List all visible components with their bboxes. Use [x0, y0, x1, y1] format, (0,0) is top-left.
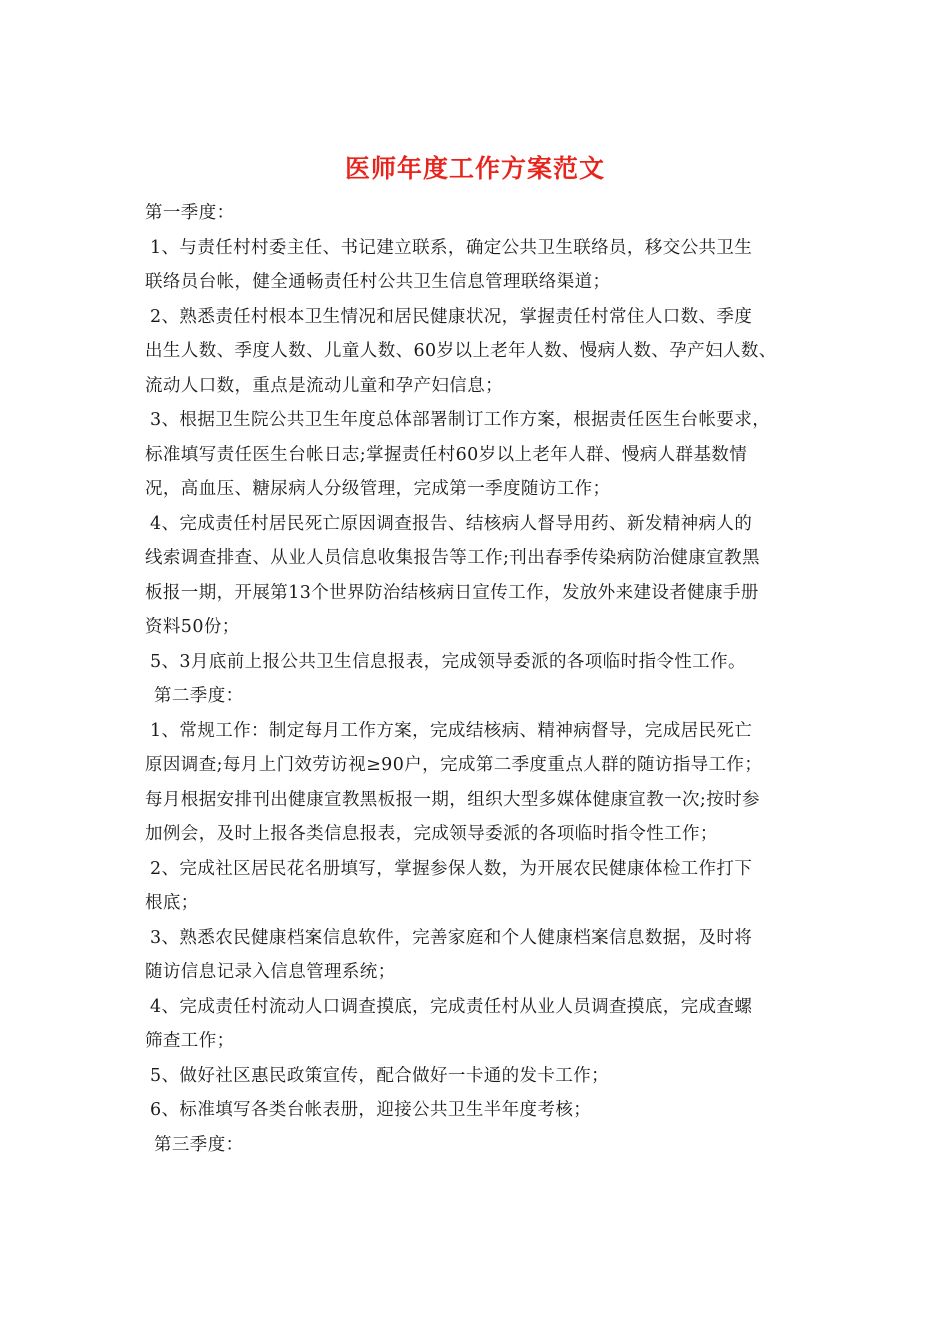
paragraph-line: 板报一期，开展第13个世界防治结核病日宣传工作，发放外来建设者健康手册	[145, 582, 759, 603]
paragraph-line: 根底；	[145, 893, 199, 913]
section-heading-q3: 第三季度：	[154, 1134, 244, 1155]
section-heading-q1: 第一季度：	[145, 203, 235, 223]
section-heading-q2: 第二季度：	[154, 686, 244, 706]
paragraph-line: 每月根据安排刊出健康宣教黑板报一期，组织大型多媒体健康宣教一次;按时参	[145, 789, 760, 810]
paragraph-line: 5、做好社区惠民政策宣传，配合做好一卡通的发卡工作；	[150, 1065, 610, 1086]
paragraph-line: 3、熟悉农民健康档案信息软件，完善家庭和个人健康档案信息数据，及时将	[150, 927, 753, 948]
paragraph-line: 6、标准填写各类台帐表册，迎接公共卫生半年度考核；	[150, 1100, 592, 1120]
paragraph-line: 原因调查;每月上门效劳访视≥90户，完成第二季度重点人群的随访指导工作；	[145, 755, 763, 775]
paragraph-line: 1、常规工作：制定每月工作方案，完成结核病、精神病督导，完成居民死亡	[150, 720, 753, 741]
paragraph-line: 资料50份；	[145, 617, 240, 637]
paragraph-line: 4、完成责任村居民死亡原因调查报告、结核病人督导用药、新发精神病人的	[150, 513, 753, 534]
paragraph-line: 出生人数、季度人数、儿童人数、60岁以上老年人数、慢病人数、孕产妇人数、	[145, 341, 777, 361]
document-body	[145, 196, 810, 1162]
paragraph-line: 随访信息记录入信息管理系统；	[145, 962, 396, 982]
paragraph-line: 4、完成责任村流动人口调查摸底，完成责任村从业人员调查摸底，完成查螺	[150, 996, 753, 1017]
paragraph-line: 2、熟悉责任村根本卫生情况和居民健康状况，掌握责任村常住人口数、季度	[150, 306, 753, 327]
paragraph-line: 3、根据卫生院公共卫生年度总体部署制订工作方案，根据责任医生台帐要求，	[150, 410, 771, 430]
paragraph-line: 2、完成社区居民花名册填写，掌握参保人数，为开展农民健康体检工作打下	[150, 858, 753, 879]
paragraph-line: 加例会，及时上报各类信息报表，完成领导委派的各项临时指令性工作；	[145, 824, 718, 844]
paragraph-line: 筛查工作；	[145, 1031, 235, 1051]
paragraph-line: 联络员台帐，健全通畅责任村公共卫生信息管理联络渠道；	[145, 272, 611, 292]
document-title: 医师年度工作方案范文	[344, 154, 605, 183]
paragraph-line: 线索调查排查、从业人员信息收集报告等工作;刊出春季传染病防治健康宣教黑	[145, 548, 760, 568]
paragraph-line: 5、3月底前上报公共卫生信息报表，完成领导委派的各项临时指令性工作。	[150, 651, 746, 672]
paragraph-line: 1、与责任村村委主任、书记建立联系，确定公共卫生联络员，移交公共卫生	[150, 237, 753, 258]
paragraph-line: 标准填写责任医生台帐日志;掌握责任村60岁以上老年人群、慢病人群基数情	[145, 444, 748, 465]
paragraph-line: 流动人口数，重点是流动儿童和孕产妇信息；	[145, 375, 503, 396]
paragraph-line: 况，高血压、糖尿病人分级管理，完成第一季度随访工作；	[145, 479, 611, 499]
